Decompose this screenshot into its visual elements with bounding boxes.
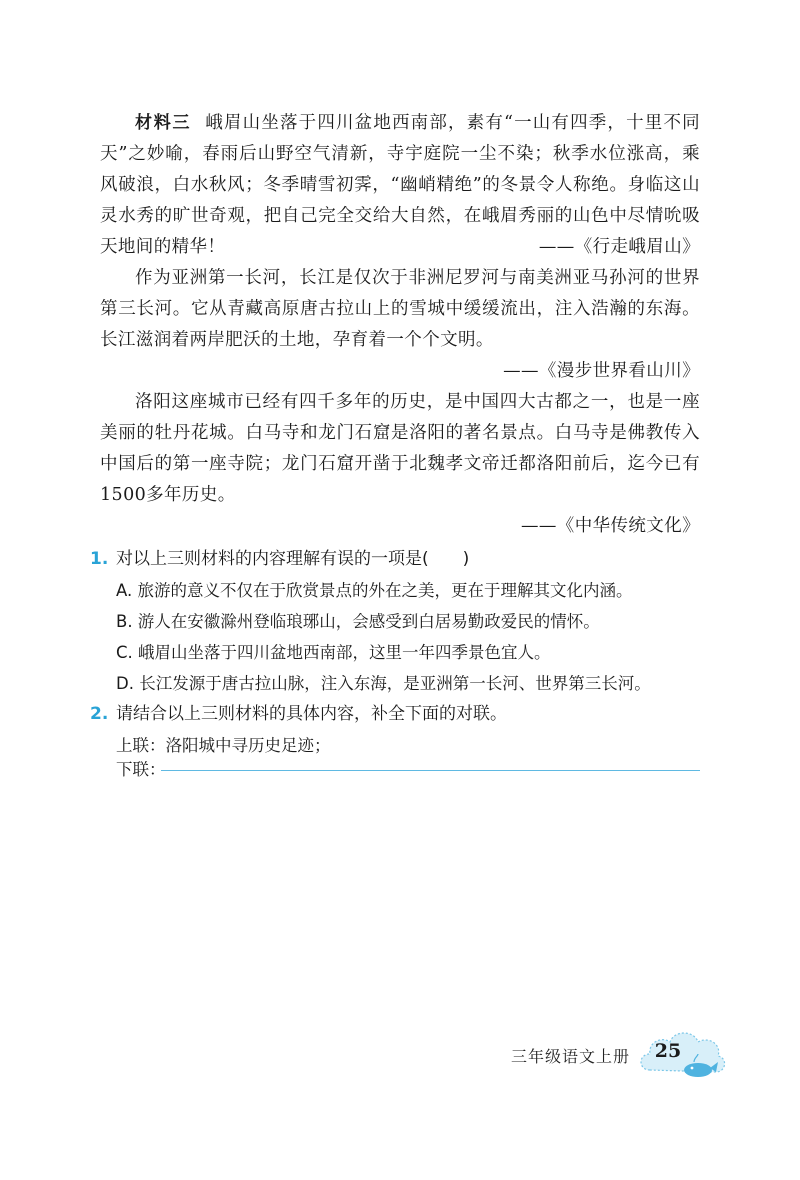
question-2-number: 2. xyxy=(90,704,109,724)
book-title: 三年级语文上册 xyxy=(510,1047,630,1066)
material3-text-3: 洛阳这座城市已经有四千多年的历史，是中国四大古都之一，也是一座美丽的牡丹花城。白马寺和龙门石窟是洛阳的著名景点。白马寺是佛教传入中国后的第一座寺院；龙门石窟开凿于北魏孝文帝迁都洛阳前后，迄今已有1500多年历史。 xyxy=(100,392,700,505)
question-1-number: 1. xyxy=(90,549,109,569)
source-citation-2: ——《漫步世界看山川》 xyxy=(503,361,700,381)
question-1-option-d[interactable]: D. 长江发源于唐古拉山脉，注入东海，是亚洲第一长河、世界第三长河。 xyxy=(116,674,651,693)
question-1-option-a[interactable]: A. 旅游的意义不仅在于欣赏景点的外在之美，更在于理解其文化内涵。 xyxy=(116,581,633,600)
page-number: 25 xyxy=(654,1040,682,1062)
material3-text-2: 作为亚洲第一长河，长江是仅次于非洲尼罗河与南美洲亚马孙河的世界第三长河。它从青藏高原唐古拉山上的雪城中缓缓流出，注入浩瀚的东海。长江滋润着两岸肥沃的土地，孕育着一个个文明。 xyxy=(100,268,700,350)
question-2 xyxy=(90,699,710,730)
question-2-text: 请结合以上三则材料的具体内容，补全下面的对联。 xyxy=(116,704,507,724)
question-1-text: 对以上三则材料的内容理解有误的一项是( ) xyxy=(116,549,470,569)
couplet-lower-label: 下联： xyxy=(116,760,166,779)
source-citation-3: ——《中华传统文化》 xyxy=(521,516,700,536)
couplet-upper-line: 上联：洛阳城中寻历史足迹； xyxy=(116,736,331,755)
couplet-answer-line[interactable] xyxy=(161,770,700,771)
material3-label: 材料三 xyxy=(135,113,192,133)
question-1 xyxy=(90,544,710,575)
question-1-option-c[interactable]: C. 峨眉山坐落于四川盆地西南部，这里一年四季景色宜人。 xyxy=(116,643,551,662)
question-1-option-b[interactable]: B. 游人在安徽滁州登临琅琊山，会感受到白居易勤政爱民的情怀。 xyxy=(116,612,600,631)
material3-text-1: 峨眉山坐落于四川盆地西南部，素有“一山有四季，十里不同天”之妙喻，春雨后山野空气清新，寺宇庭院一尘不染；秋季水位涨高，乘风破浪，白水秋风；冬季晴雪初霁，“幽峭精绝”的冬景令人称绝。身临这山灵水秀的旷世奇观，把自己完全交给大自然，在峨眉秀丽的山色中尽情吮吸天地间的精华！ xyxy=(100,113,701,257)
source-citation-1: ——《行走峨眉山》 xyxy=(538,237,700,257)
